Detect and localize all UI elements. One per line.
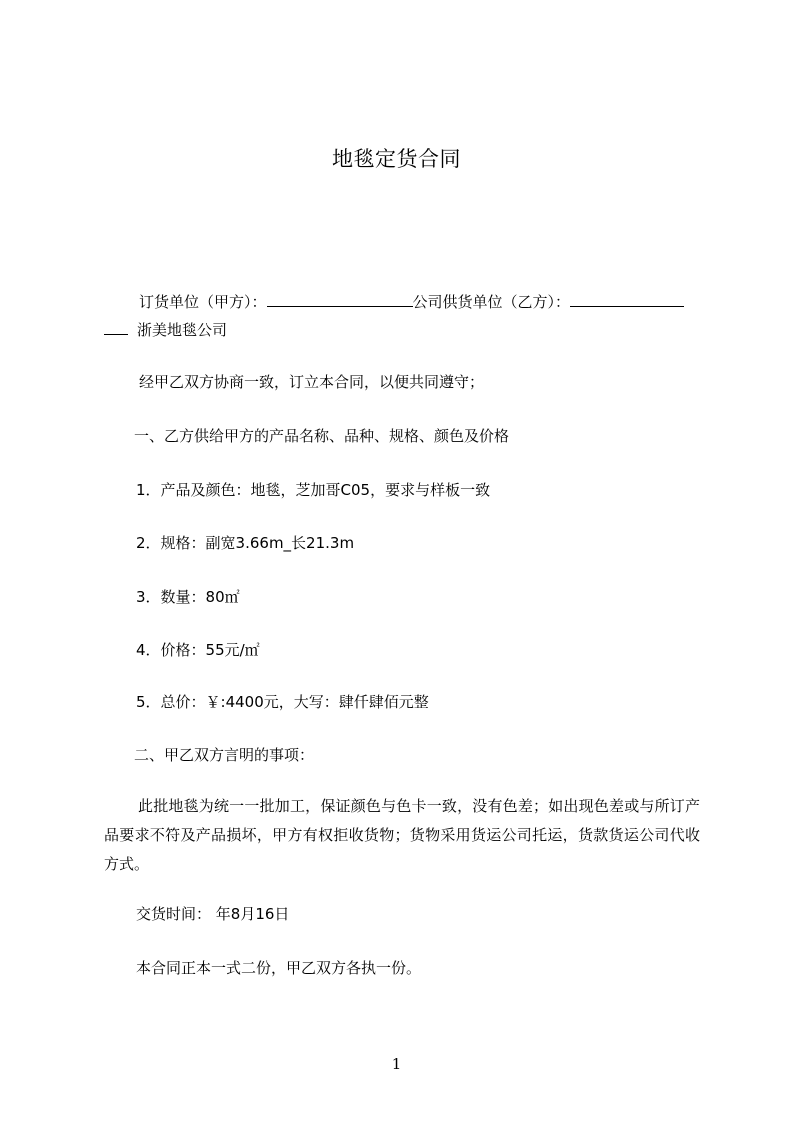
buyer-label: 订货单位（甲方）： xyxy=(139,293,267,311)
copies-clause: 本合同正本一式二份，甲乙双方各执一份。 xyxy=(136,959,422,977)
delivery-line xyxy=(136,904,289,924)
supplier-name-line xyxy=(104,318,227,340)
supplier-name: 浙美地毯公司 xyxy=(137,321,228,339)
preamble: 经甲乙双方协商一致，订立本合同，以便共同遵守； xyxy=(139,373,485,391)
item-5: 5．总价：￥:4400元，大写：肆仟肆佰元整 xyxy=(136,693,429,711)
item-3: 3．数量：80㎡ xyxy=(136,588,240,606)
supplier-label: 公司供货单位（乙方）： xyxy=(412,293,571,311)
item-4: 4．价格：55元/㎡ xyxy=(136,641,260,659)
supplier-blank-2 xyxy=(104,318,128,335)
document-title: 地毯定货合同 xyxy=(332,147,461,171)
parties-line xyxy=(139,290,684,312)
item-1: 1．产品及颜色：地毯，芝加哥C05，要求与样板一致 xyxy=(136,481,491,499)
delivery-label: 交货时间： xyxy=(136,905,212,923)
supplier-blank-1 xyxy=(570,290,684,307)
item-2: 2．规格：副宽3.66m_长21.3m xyxy=(136,534,355,552)
page-number: 1 xyxy=(391,1055,402,1073)
section-2-body: 此批地毯为统一一批加工，保证颜色与色卡一致，没有色差；如出现色差或与所订产品要求不符及产品损坏，甲方有权拒收货物；货物采用货运公司托运，货款货运公司代收方式。 xyxy=(104,797,700,873)
buyer-blank xyxy=(267,290,413,307)
section-2-heading: 二、甲乙双方言明的事项： xyxy=(134,746,315,764)
section-1-heading: 一、乙方供给甲方的产品名称、品种、规格、颜色及价格 xyxy=(134,427,510,445)
delivery-date: 年8月16日 xyxy=(215,905,290,923)
